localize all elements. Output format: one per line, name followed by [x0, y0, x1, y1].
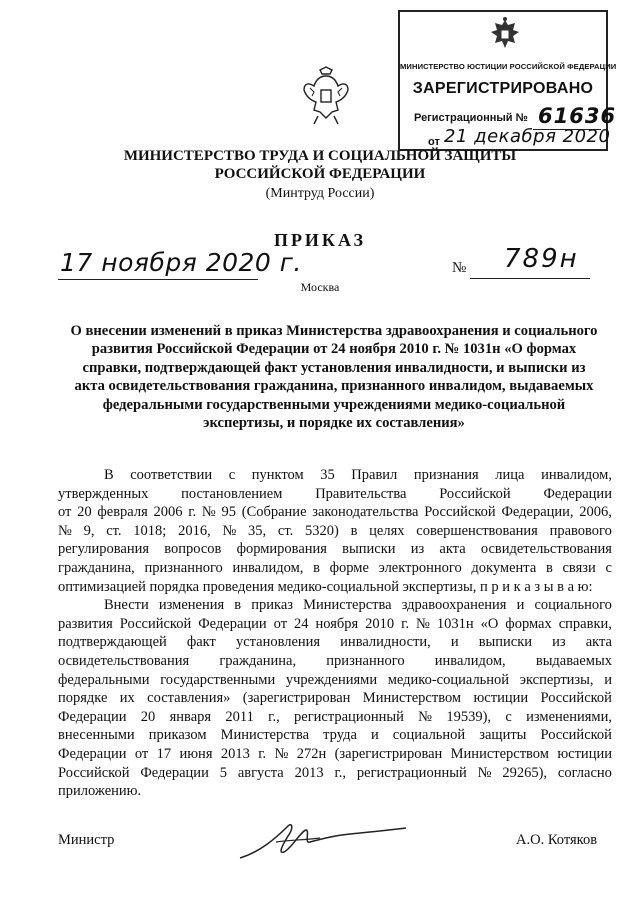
body-word: в	[545, 559, 553, 576]
body-word: 2010	[365, 615, 395, 632]
body-word: Федерации,	[501, 504, 574, 521]
body-word: регистрационный	[294, 708, 404, 725]
ministry-name-line2: РОССИЙСКОЙ ФЕДЕРАЦИИ	[214, 166, 426, 182]
body-word: вопросов	[164, 541, 222, 558]
body-word: установления	[235, 634, 321, 651]
body-word: инвалидом,	[232, 559, 304, 576]
body-word: 35	[320, 467, 335, 483]
body-word: социального	[534, 597, 612, 614]
body-word: г.	[258, 745, 267, 762]
body-word: июня	[179, 745, 213, 762]
body-word: и	[370, 727, 379, 744]
body-word: здравоохранения	[401, 597, 507, 614]
body-word: выдаваемых	[535, 652, 612, 669]
order-number-label: №	[452, 260, 467, 276]
document-title-line: акта освидетельствования гражданина, признанного инвалидом, выдаваемых	[74, 378, 594, 395]
body-word: труда	[323, 727, 357, 744]
body-word: 5	[219, 764, 227, 781]
body-word: пунктом	[251, 467, 304, 483]
body-line: приложению.	[58, 783, 142, 800]
coat-of-arms-icon	[300, 66, 352, 128]
body-word: постановлением	[181, 485, 283, 502]
body-word: Правил	[351, 467, 398, 483]
body-word: защиты	[479, 727, 527, 744]
body-word: Российской	[424, 504, 496, 521]
stamp-date: 21 декабря 2020	[444, 126, 611, 147]
body-word: выписки	[478, 634, 533, 651]
body-word: форме	[329, 559, 369, 576]
body-word: 272н	[296, 745, 327, 762]
body-word: с	[228, 467, 236, 483]
body-word: 5320)	[304, 522, 339, 539]
body-word: (Собрание	[241, 504, 307, 521]
body-word: №	[58, 522, 72, 539]
body-line	[58, 596, 612, 615]
body-word: изменения	[158, 597, 225, 614]
body-word: Правительства	[315, 485, 407, 502]
order-number-underline	[470, 278, 590, 279]
body-word: от	[273, 615, 288, 632]
order-title: ПРИКАЗ	[273, 230, 367, 250]
body-word: формах	[505, 615, 552, 632]
coat-of-arms-icon	[488, 16, 522, 54]
body-word: в	[313, 559, 320, 576]
body-word: ст.	[277, 522, 294, 539]
body-word: от	[134, 745, 149, 762]
body-word: изменениями,	[526, 708, 612, 725]
body-word: 1018;	[133, 522, 167, 539]
body-word: инвалидности,	[340, 634, 431, 651]
body-word: совершенствования	[416, 522, 538, 539]
body-word: №	[201, 504, 216, 521]
body-line	[58, 615, 612, 634]
stamp-registration-number: 61636	[538, 104, 617, 128]
registration-stamp	[398, 10, 617, 151]
body-word: В	[104, 467, 114, 483]
ministry-short-name: (Минтруд России)	[265, 186, 375, 201]
body-word: 29265),	[502, 764, 548, 781]
body-word: Министерства	[220, 727, 310, 744]
body-line	[58, 764, 612, 783]
body-word: признанного	[326, 652, 405, 669]
document-body	[58, 466, 612, 801]
body-word: Федерации	[58, 708, 127, 725]
body-word: лица	[495, 467, 525, 483]
body-word: из	[552, 634, 566, 651]
body-word: освидетельствования	[58, 652, 190, 669]
body-word: законодательства	[312, 504, 419, 521]
document-title-line: экспертизы, и порядке их составления»	[203, 415, 465, 432]
body-line	[58, 559, 612, 578]
body-word: и	[604, 671, 612, 688]
stamp-date-label: от	[428, 136, 440, 148]
order-date: 17 ноября 2020 г.	[60, 248, 302, 277]
body-word: (зарегистрирован	[242, 690, 351, 707]
body-word: от	[58, 504, 72, 521]
body-word: 9,	[83, 522, 95, 539]
body-word: 2011	[225, 708, 254, 725]
body-word: из	[410, 541, 425, 558]
body-word: 95	[221, 504, 236, 521]
body-word: №	[416, 615, 430, 632]
body-word: учреждениями	[285, 671, 378, 688]
body-word: документа	[471, 559, 537, 576]
body-word: Российской	[439, 485, 511, 502]
body-word: 24	[294, 615, 309, 632]
body-word: Российской	[58, 764, 130, 781]
body-word: Министерством	[362, 690, 462, 707]
body-line	[58, 708, 612, 727]
body-line	[58, 745, 612, 764]
body-word: инвалидом,	[434, 652, 506, 669]
body-word: г.,	[334, 764, 347, 781]
body-word: приказ	[251, 597, 293, 614]
body-word: января	[169, 708, 212, 725]
document-title	[58, 322, 610, 432]
body-word: социальной	[392, 727, 466, 744]
body-word: Министерством	[450, 745, 549, 762]
body-word: освидетельствования	[480, 541, 612, 558]
body-word: медико-социальной	[387, 671, 510, 688]
body-word: Федерации	[543, 485, 612, 502]
body-word: соответствии	[130, 467, 213, 483]
body-word: инвалидом,	[541, 467, 612, 483]
body-word: Российской	[540, 727, 612, 744]
body-word: августа	[237, 764, 284, 781]
body-word: справки,	[558, 615, 612, 632]
body-word: федеральными	[58, 671, 150, 688]
signatory-position: Министр	[58, 832, 115, 848]
body-word: формирования	[236, 541, 327, 558]
signatory-name: А.О. Котяков	[516, 832, 598, 848]
document-title-line: справки, подтверждающей факт установления инвалидности, и выписки из	[82, 359, 586, 376]
stamp-title: ЗАРЕГИСТРИРОВАНО	[412, 80, 594, 97]
body-word: регистрационный	[356, 764, 467, 781]
body-word: Российской	[540, 690, 612, 707]
body-line	[58, 633, 612, 652]
ministry-name-line1: МИНИСТЕРСТВО ТРУДА И СОЦИАЛЬНОЙ ЗАЩИТЫ	[123, 148, 517, 164]
body-word: выписки	[342, 541, 396, 558]
body-word: 2013	[294, 764, 324, 781]
body-word: ст.	[106, 522, 122, 539]
body-word: Федерации	[140, 764, 209, 781]
body-word: февраля	[97, 504, 148, 521]
body-word: экспертизы,	[519, 671, 594, 688]
body-word: ноября	[315, 615, 359, 632]
body-word: 2016,	[178, 522, 211, 539]
body-word: №	[274, 745, 289, 762]
body-word: 1031н	[436, 615, 474, 632]
stamp-ministry-name: МИНИСТЕРСТВО ЮСТИЦИИ РОССИЙСКОЙ ФЕДЕРАЦИИ	[400, 62, 617, 71]
body-word: юстиции	[473, 690, 529, 707]
body-word: 2013	[220, 745, 250, 762]
body-word: правового	[549, 522, 612, 539]
body-word: целях	[369, 522, 405, 539]
body-word: Министерства	[303, 597, 392, 614]
body-word: гражданина,	[58, 559, 135, 576]
body-word: приказом	[148, 727, 207, 744]
handwritten-signature	[230, 818, 410, 864]
document-title-line: О внесении изменений в приказ Министерства здравоохранения и социального	[70, 323, 598, 339]
body-word: Федерации	[58, 745, 127, 762]
body-word: 20	[140, 708, 156, 725]
body-word: акта	[439, 541, 466, 558]
body-line	[58, 485, 612, 504]
body-word: №	[418, 708, 433, 725]
body-word: акта	[585, 634, 612, 651]
body-word: электронного	[378, 559, 462, 576]
body-word: составления»	[147, 690, 231, 707]
body-word: (зарегистрирован	[334, 745, 443, 762]
body-line	[58, 522, 612, 541]
body-word: развития	[58, 615, 113, 632]
body-word: г.,	[268, 708, 280, 725]
body-word: согласно	[557, 764, 612, 781]
body-line	[58, 671, 612, 690]
body-line	[58, 466, 612, 485]
body-line: оптимизацией порядка проведения медико-социальной экспертизы, п р и к а з ы в а ю:	[58, 578, 593, 595]
body-line	[58, 540, 612, 559]
body-word: Внести	[104, 597, 149, 614]
body-line	[58, 652, 612, 671]
body-word: 2006,	[579, 504, 612, 521]
body-word: №	[222, 522, 237, 539]
order-city: Москва	[300, 280, 340, 294]
body-word: №	[477, 764, 492, 781]
body-word: «О	[480, 615, 499, 632]
body-word: регулирования	[58, 541, 150, 558]
body-word: связи	[562, 559, 596, 576]
body-word: их	[119, 690, 135, 707]
body-line	[58, 689, 612, 708]
body-word: подтверждающей	[58, 634, 167, 651]
body-word: признанного	[144, 559, 223, 576]
body-word: 17	[156, 745, 172, 762]
body-word: в	[350, 522, 358, 539]
body-word: г.	[401, 615, 410, 632]
order-number: 789н	[504, 244, 579, 274]
body-word: в	[234, 597, 242, 614]
body-word: гражданина,	[219, 652, 297, 669]
body-word: факт	[186, 634, 216, 651]
body-word: и	[450, 634, 459, 651]
body-word: утвержденных	[58, 485, 149, 502]
stamp-registration-label: Регистрационный №	[414, 112, 528, 124]
body-word: внесенными	[58, 727, 135, 744]
body-word: 19539),	[446, 708, 492, 725]
body-line	[58, 503, 612, 522]
body-word: 2006	[153, 504, 183, 521]
body-word: г.	[188, 504, 197, 521]
body-word: Российской	[119, 615, 192, 632]
body-word: государственными	[160, 671, 276, 688]
body-word: 20	[77, 504, 92, 521]
body-word: юстиции	[557, 745, 612, 762]
body-word: с	[505, 708, 512, 725]
body-word: 35,	[248, 522, 267, 539]
body-word: с	[605, 559, 612, 576]
body-word: порядке	[58, 690, 108, 707]
document-title-line: федеральными государственными учреждениями медико-социальной	[102, 396, 566, 413]
body-word: и	[516, 597, 525, 614]
body-word: признания	[413, 467, 479, 483]
document-title-line: развития Российской Федерации от 24 ноября 2010 г. № 1031н «О формах	[91, 341, 577, 358]
body-word: Федерации	[198, 615, 267, 632]
body-line	[58, 726, 612, 745]
